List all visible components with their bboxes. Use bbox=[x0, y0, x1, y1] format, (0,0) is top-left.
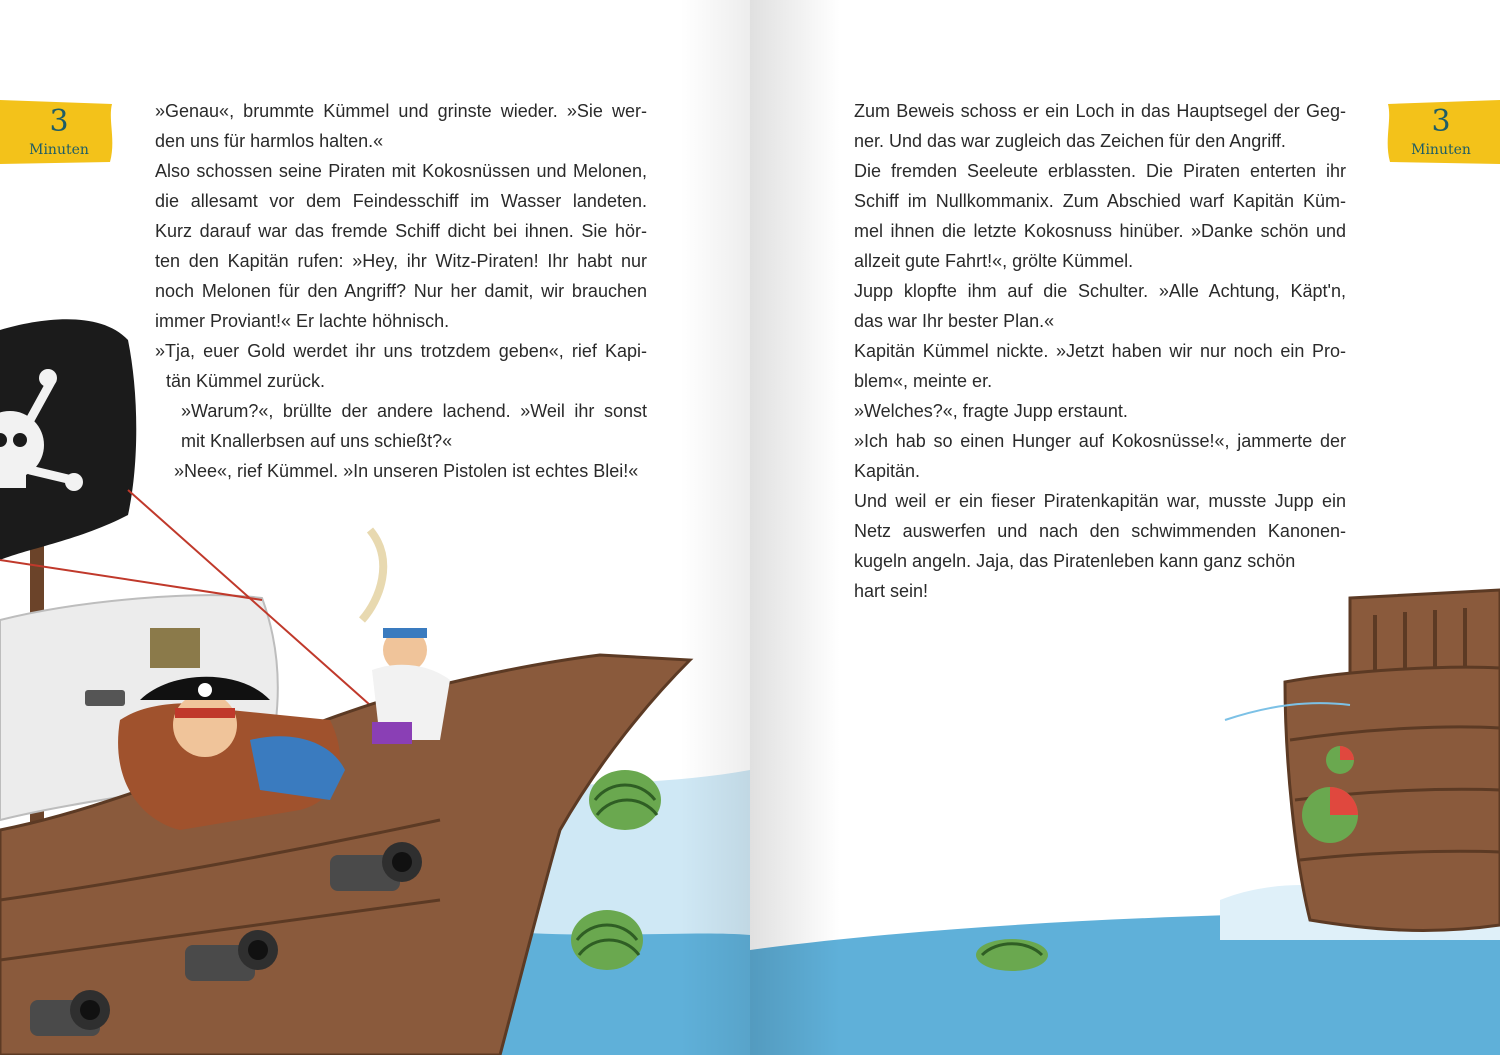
text-line: »Tja, euer Gold werdet ihr uns trotzdem geben«, rief Kapi- bbox=[155, 341, 647, 361]
text-line: mel ihnen die letzte Kokosnuss hinüber. »Danke schön und bbox=[854, 221, 1346, 241]
sword-icon bbox=[362, 530, 383, 620]
text-line: Jupp klopfte ihm auf die Schulter. »Alle Achtung, Käpt'n, bbox=[854, 281, 1346, 301]
text-line: die allesamt vor dem Feindesschiff im Wasser landeten. bbox=[155, 191, 647, 211]
text-line: Netz auswerfen und nach den schwimmenden Kanonen- bbox=[854, 521, 1346, 541]
text-line: tän Kümmel zurück. bbox=[166, 371, 326, 391]
reading-time-number: 3 bbox=[49, 104, 69, 139]
text-line: »Genau«, brummte Kümmel und grinste wieder. »Sie wer- bbox=[155, 101, 647, 121]
reading-time-label: Minuten bbox=[1411, 142, 1471, 158]
watermelon-icon bbox=[1302, 787, 1358, 843]
reading-time-label: Minuten bbox=[29, 142, 89, 158]
gutter-shadow bbox=[680, 0, 750, 1055]
text-line: »Ich hab so einen Hunger auf Kokosnüsse!«, jammerte der bbox=[854, 431, 1346, 451]
text-line: »Warum?«, brüllte der andere lachend. »Weil ihr sonst bbox=[181, 401, 647, 421]
text-line: Und weil er ein fieser Piratenkapitän war, musste Jupp ein bbox=[854, 491, 1346, 511]
reading-time-number: 3 bbox=[1431, 104, 1451, 139]
watermelon-icon bbox=[1326, 746, 1354, 774]
text-line: hart sein! bbox=[854, 581, 929, 601]
text-line: noch Melonen für den Angriff? Nur her damit, wir brauchen bbox=[155, 281, 647, 301]
text-line: Die fremden Seeleute erblassten. Die Piraten enterten ihr bbox=[854, 161, 1346, 181]
text-line: blem«, meinte er. bbox=[854, 371, 993, 391]
watermelon-icon bbox=[589, 770, 661, 830]
reading-time-badge bbox=[1382, 100, 1500, 166]
text-line: Zum Beweis schoss er ein Loch in das Hauptsegel der Geg- bbox=[854, 101, 1346, 121]
reading-time-badge bbox=[0, 100, 118, 166]
gutter-shadow bbox=[750, 0, 840, 1055]
text-line: »Nee«, rief Kümmel. »In unseren Pistolen ist echtes Blei!« bbox=[174, 461, 639, 481]
text-line: »Welches?«, fragte Jupp erstaunt. bbox=[854, 401, 1128, 421]
text-line: immer Proviant!« Er lachte höhnisch. bbox=[155, 311, 450, 331]
text-line: Schiff im Nullkommanix. Zum Abschied warf Kapitän Küm- bbox=[854, 191, 1346, 211]
text-line: kugeln angeln. Jaja, das Piratenleben kann ganz schön bbox=[854, 551, 1296, 571]
left-page-text bbox=[155, 96, 647, 486]
text-line: Kapitän Kümmel nickte. »Jetzt haben wir nur noch ein Pro- bbox=[854, 341, 1346, 361]
treasure-box bbox=[150, 628, 200, 668]
text-line: allzeit gute Fahrt!«, grölte Kümmel. bbox=[854, 251, 1134, 271]
text-line: ten den Kapitän rufen: »Hey, ihr Witz-Piraten! Ihr habt nur bbox=[155, 251, 647, 271]
right-page-text bbox=[854, 96, 1346, 606]
text-line: mit Knallerbsen auf uns schießt?« bbox=[181, 431, 453, 451]
text-line: ner. Und das war zugleich das Zeichen für den Angriff. bbox=[854, 131, 1286, 151]
text-line: das war Ihr bester Plan.« bbox=[854, 311, 1055, 331]
pistol-icon bbox=[85, 690, 125, 706]
watermelon-icon bbox=[976, 939, 1048, 971]
text-line: Kurz darauf war das fremde Schiff dicht bei ihnen. Sie hör- bbox=[155, 221, 647, 241]
text-line: den uns für harmlos halten.« bbox=[155, 131, 384, 151]
watermelon-icon bbox=[571, 910, 643, 970]
text-line: Kapitän. bbox=[854, 461, 921, 481]
right-page bbox=[750, 0, 1500, 1055]
text-line: Also schossen seine Piraten mit Kokosnüssen und Melonen, bbox=[155, 161, 647, 181]
